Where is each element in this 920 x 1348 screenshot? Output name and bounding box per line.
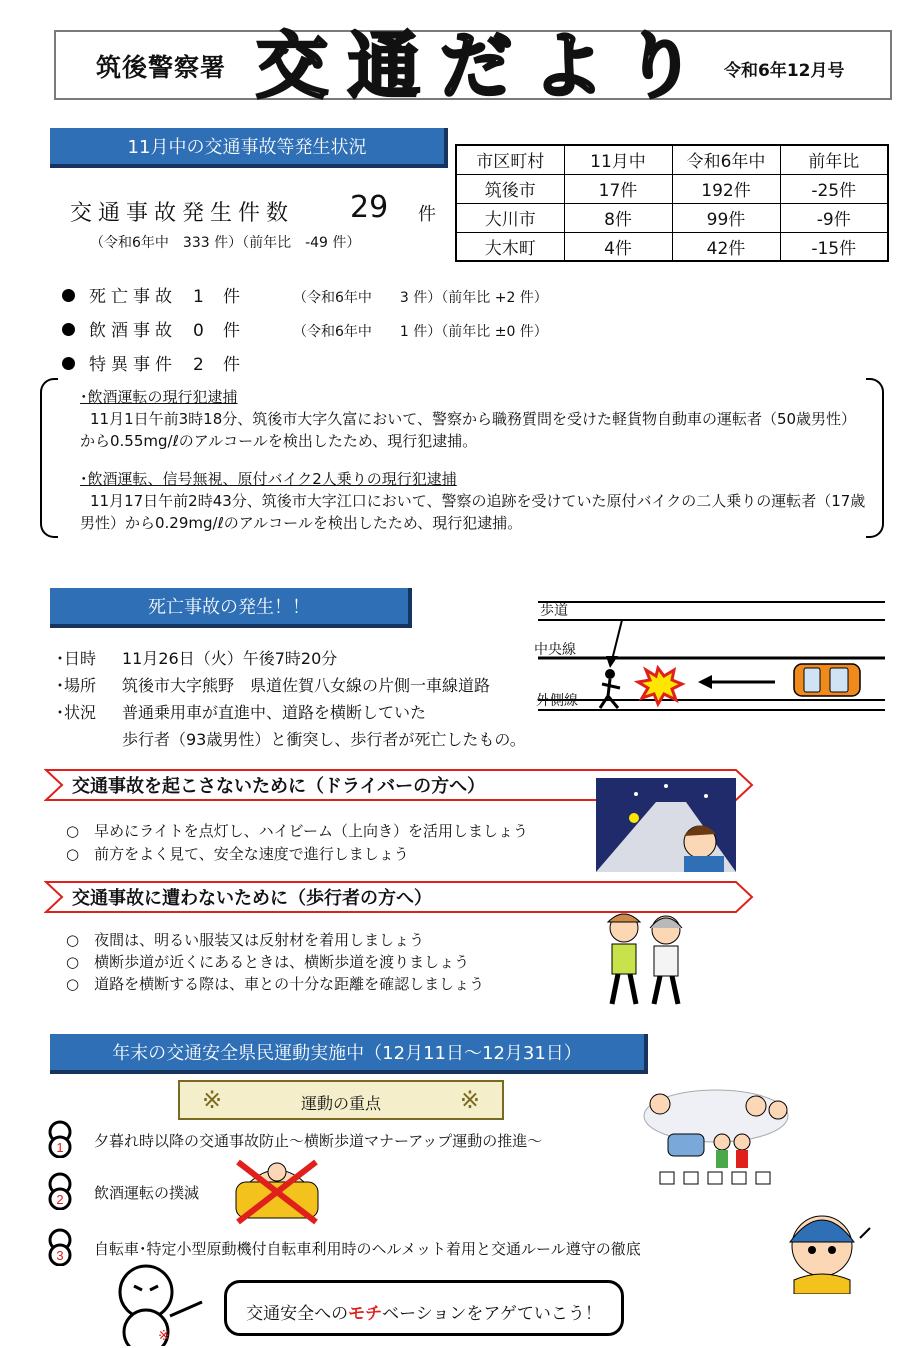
tip-text: 早めにライトを点灯し、ハイビーム（上向き）を活用しましょう [94,822,529,840]
case-body: 11月17日午前2時43分、筑後市大字江口において、警察の追跡を受けていた原付バイクの二人乗りの運転者（17歳男性）から0.29mg/ℓのアルコールを検出したため、現行犯逮捕。 [80,492,866,532]
pedestrian-heading: 交通事故に遭わないために（歩行者の方へ） [72,888,432,909]
svg-text:3: 3 [56,1248,64,1263]
stat-note: （令和6年中 1 件）（前年比 ±0 件） [293,324,548,340]
bullet-icon [62,289,75,302]
pedestrian-tip [66,973,484,994]
stat-fatal [62,282,548,307]
info-label: ･場所 [56,676,97,695]
info-label: ･状況 [56,703,97,722]
bullet-icon [62,323,75,336]
circle-icon: ○ [66,953,95,971]
table-cell: 192件 [672,174,780,203]
table-cell: 4件 [564,232,672,261]
table-cell: -9件 [780,203,888,232]
campaign-emphasis-label: 運動の重点 [300,1094,381,1113]
total-accidents-comparison: （令和6年中 333 件）（前年比 -49 件） [90,235,361,251]
helmet-child-illustration [778,1198,874,1294]
fatal-datetime [56,646,337,669]
total-accidents-label: 交通事故発生件数 [70,201,295,226]
stat-unit: 件 [223,355,240,375]
case-title: ･飲酒運転の現行犯逮捕 [80,388,238,406]
police-station-name: 筑後警察署 [96,53,227,82]
fatal-place [56,673,490,696]
slogan-text [227,1299,621,1324]
campaign-point: 飲酒運転の撲滅 [94,1184,200,1202]
pedestrian-icon [600,669,620,708]
table-cell: -15件 [780,232,888,261]
circle-icon: ○ [66,931,95,949]
table-cell: 42件 [672,232,780,261]
label-outer-line: 外側線 [536,693,578,709]
stat-label: 飲酒事故 [89,321,177,341]
stat-label: 死亡事故 [89,287,177,307]
fatal-situation [56,700,426,723]
slogan-speech-bubble [224,1280,624,1336]
info-text: 普通乗用車が直進中、道路を横断していた [122,703,427,722]
table-row [456,232,888,261]
stat-special [62,350,293,375]
section-heading-fatal: 死亡事故の発生！！ [50,588,412,628]
fatal-situation-cont [56,727,526,750]
table-cell: 大木町 [456,232,564,261]
info-text: 11月26日（火）午後7時20分 [122,649,338,668]
city-stats-table [455,144,889,262]
section-heading-november: 11月中の交通事故等発生状況 [50,128,448,168]
accident-diagram [530,596,890,720]
pedestrian-tip [66,929,424,950]
cross-mark-icon: ※ [459,1086,480,1114]
case-body: 11月1日午前3時18分、筑後市大字久富において、警察から職務質問を受けた軽貨物自動車の運転者（50歳男性）から0.55mg/ℓのアルコールを検出したため、現行犯逮捕。 [80,410,857,450]
point-number-icon-2 [40,1172,80,1210]
table-header: 令和6年中 [672,145,780,174]
circle-icon: ○ [66,822,95,840]
collision-burst-icon [638,668,682,704]
stat-note: （令和6年中 3 件）（前年比 +2 件） [293,290,548,306]
no-drunk-driving-icon [232,1156,322,1228]
table-header-row [456,145,888,174]
bracket-left [40,378,58,538]
stat-value: 0 [193,321,204,341]
svg-text:※: ※ [158,1327,170,1343]
stat-drunk [62,316,548,341]
campaign-point: 自転車･特定小型原動機付自転車利用時のヘルメット着用と交通ルール遵守の徹底 [94,1240,641,1258]
tip-text: 前方をよく見て、安全な速度で進行しましょう [94,845,409,863]
campaign-point: 夕暮れ時以降の交通事故防止～横断歩道マナーアップ運動の推進～ [94,1132,543,1150]
elderly-walkers-illustration [590,904,700,1008]
circle-icon: ○ [66,975,95,993]
tip-text: 夜間は、明るい服装又は反射材を着用しましょう [94,931,425,949]
slogan-highlight: モチ [348,1304,383,1324]
cross-mark-icon: ※ [202,1086,223,1114]
mascot-illustration [98,1262,218,1346]
label-sidewalk: 歩道 [540,603,568,619]
table-row [456,174,888,203]
issue-date: 令和6年12月号 [724,61,845,81]
case-title: ･飲酒運転、信号無視、原付バイク2人乗りの現行犯逮捕 [80,470,457,488]
svg-text:1: 1 [56,1140,64,1155]
night-driving-illustration [596,772,740,874]
info-text: 歩行者（93歳男性）と衝突し、歩行者が死亡したもの。 [122,730,526,749]
svg-text:2: 2 [56,1192,64,1207]
tip-text: 道路を横断する際は、車との十分な距離を確認しましょう [94,975,485,993]
stat-label: 特異事件 [89,355,177,375]
table-cell: 8件 [564,203,672,232]
table-row [456,203,888,232]
driver-tip [66,843,409,864]
table-cell: -25件 [780,174,888,203]
driver-heading: 交通事故を起こさないために（ドライバーの方へ） [72,776,486,797]
stat-unit: 件 [223,287,240,307]
total-accidents-unit: 件 [418,204,436,225]
driver-tip [66,820,528,841]
info-text: 筑後市大字熊野 県道佐賀八女線の片側一車線道路 [122,676,491,695]
children-crossing-illustration [640,1086,790,1190]
stat-value: 1 [193,287,204,307]
table-header: 市区町村 [456,145,564,174]
table-header: 前年比 [780,145,888,174]
stat-value: 2 [193,355,204,375]
table-cell: 99件 [672,203,780,232]
car-icon [794,664,860,696]
campaign-emphasis-scroll [178,1080,504,1120]
point-number-icon-3 [40,1228,80,1266]
point-number-icon-1 [40,1120,80,1158]
stat-unit: 件 [223,321,240,341]
circle-icon: ○ [66,845,95,863]
label-center-line: 中央線 [534,642,576,658]
slogan-part: 交通安全への [246,1304,349,1324]
info-label: ･日時 [56,649,97,668]
slogan-part: ベーションをアゲていこう！ [382,1304,602,1324]
section-heading-campaign: 年末の交通安全県民運動実施中（12月11日～12月31日） [50,1034,648,1074]
pedestrian-tip [66,951,469,972]
bullet-icon [62,357,75,370]
table-cell: 筑後市 [456,174,564,203]
total-accidents-value: 29 [350,190,389,225]
newsletter-title: 交通だより [256,24,717,108]
table-cell: 大川市 [456,203,564,232]
table-header: 11月中 [564,145,672,174]
tip-text: 横断歩道が近くにあるときは、横断歩道を渡りましょう [94,953,470,971]
table-cell: 17件 [564,174,672,203]
